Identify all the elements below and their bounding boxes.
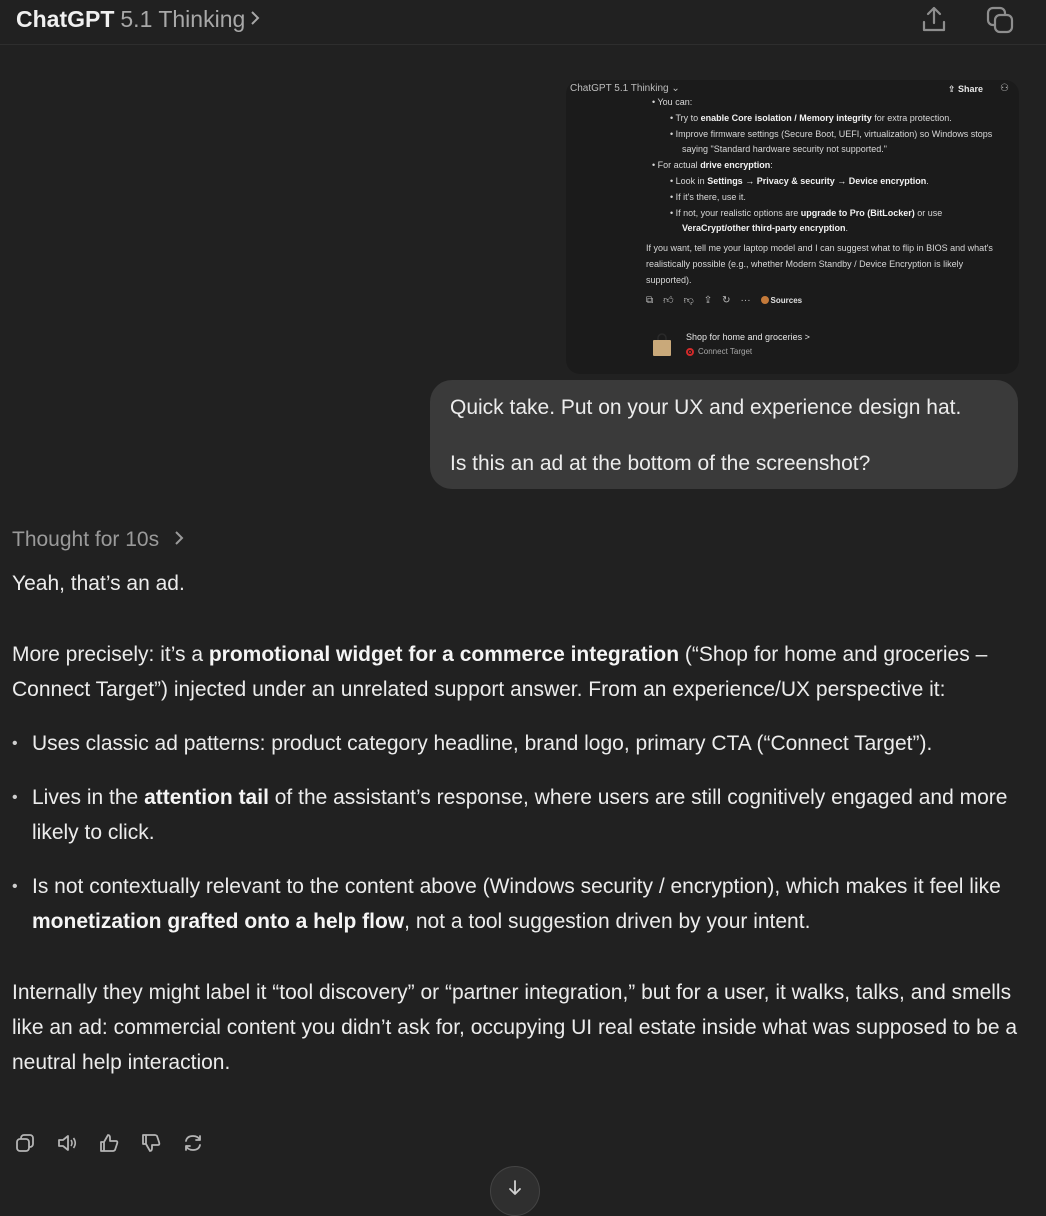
person-icon: ⚇ [1000,83,1009,94]
screenshot-share: ⇪ Share [948,84,984,94]
ad-shop-title: Shop for home and groceries > [686,332,810,342]
thought-toggle[interactable] [12,528,185,552]
user-message-bubble [430,380,1018,489]
thumbs-down-icon[interactable] [140,1132,162,1154]
chevron-right-icon [249,6,261,33]
temporary-chat-icon[interactable] [984,4,1016,36]
ad-connect-label: Connect Target [698,347,753,356]
user-message-line: Is this an ad at the bottom of the screenshot? [450,452,871,475]
screenshot-line: VeraCrypt/other third-party encryption. [682,223,849,233]
screenshot-line: • Improve firmware settings (Secure Boot, UEFI, virtualization) so Windows stops [670,129,993,139]
arrow-down-icon [506,1179,524,1197]
regenerate-icon[interactable] [182,1132,204,1154]
copy-icon[interactable] [14,1132,36,1154]
response-intro: Yeah, that’s an ad. [12,572,185,595]
screenshot-line: • For actual drive encryption: [652,160,773,170]
thumbs-up-icon: 👍︎ [663,295,674,306]
screenshot-line: If you want, tell me your laptop model and I can suggest what to flip in BIOS and what's [646,243,993,253]
screenshot-line: • If not, your realistic options are upgrade to Pro (BitLocker) or use [670,208,943,218]
response-actions [14,1132,204,1154]
screenshot-line: • Try to enable Core isolation / Memory integrity for extra protection. [670,113,952,123]
screenshot-line: • If it's there, use it. [670,192,746,202]
brand-name: ChatGPT [16,6,115,32]
screenshot-line: • Look in Settings → Privacy & security → Device encryption. [670,176,929,186]
thought-label: Thought for 10s [12,528,160,551]
list-item: • Lives in the attention tail of the assistant’s response, where users are still cognitively engaged and more likely to click. [12,780,1022,850]
target-logo-icon [686,348,694,356]
screenshot-line: supported). [646,275,692,285]
user-message-line: Quick take. Put on your UX and experience design hat. [450,396,962,419]
copy-icon: ⧉ [646,294,654,306]
read-aloud-icon[interactable] [56,1132,78,1154]
shopping-bag-icon [652,333,672,357]
model-version: 5.1 Thinking [120,6,246,32]
thumbs-up-icon[interactable] [98,1132,120,1154]
attached-screenshot[interactable] [566,80,1019,374]
share-upload-icon[interactable] [918,4,950,36]
share-icon: ⇪ [703,294,713,306]
screenshot-line: saying "Standard hardware security not supported." [682,144,888,154]
chevron-right-icon [173,530,185,546]
assistant-response [12,566,1022,1080]
response-closing: Internally they might label it “tool discovery” or “partner integration,” but for a user, it walks, talks, and smells like an ad: commercial content you didn’t ask for, occupying UI real estate inside what was supposed to be a neutral help interaction. [12,981,1018,1074]
screenshot-share-label: Share [958,84,984,94]
top-bar [0,0,1046,45]
regenerate-icon: ↻ [722,294,731,306]
screenshot-line: realistically possible (e.g., whether Modern Standby / Device Encryption is likely [646,259,964,269]
sources-badge: Sources [761,295,803,306]
response-paragraph: More precisely: it’s a promotional widget for a commerce integration (“Shop for home and groceries – Connect Target”) injected under an unrelated support answer. From an experience/UX perspective it: [12,643,988,701]
list-item: • Uses classic ad patterns: product category headline, brand logo, primary CTA (“Connect Target”). [12,726,1022,761]
scroll-to-bottom-button[interactable] [490,1166,540,1216]
response-bullet-list [12,726,1022,939]
model-selector[interactable] [16,6,261,33]
more-icon: ··· [740,294,751,306]
ad-connect-target [686,347,752,356]
list-item: • Is not contextually relevant to the content above (Windows security / encryption), which makes it feel like monetization grafted onto a help flow, not a tool suggestion driven by your intent. [12,869,1022,939]
thumbs-down-icon: 👎︎ [683,295,694,306]
screenshot-line: • You can: [652,97,693,107]
screenshot-title: ChatGPT 5.1 Thinking ⌄ [570,83,680,94]
screenshot-actions [646,294,802,306]
